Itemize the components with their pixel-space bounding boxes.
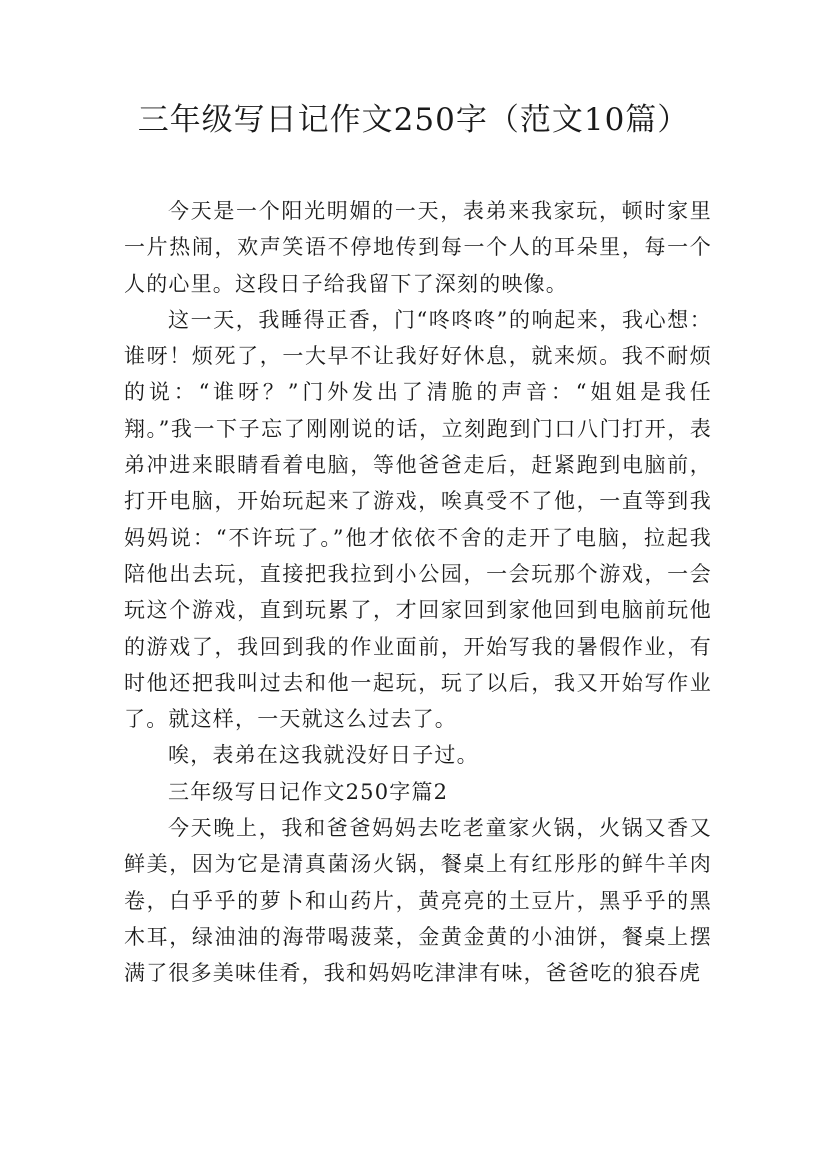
paragraph: 这一天，我睡得正香，门“咚咚咚”的响起来，我心想：谁呀！烦死了，一大早不让我好好休息，就来烦。我不耐烦的说：“谁呀？”门外发出了清脆的声音：“姐姐是我任翔。”我一下子忘了刚刚说的话，立刻跑到门口八门打开，表弟冲进来眼睛看着电脑，等他爸爸走后，赶紧跑到电脑前，打开电脑，开始玩起来了游戏，唉真受不了他，一直等到我妈妈说：“不许玩了。”他才依依不舍的走开了电脑，拉起我陪他出去玩，直接把我拉到小公园，一会玩那个游戏，一会玩这个游戏，直到玩累了，才回家回到家他回到电脑前玩他的游戏了，我回到我的作业面前，开始写我的暑假作业，有时他还把我叫过去和他一起玩，玩了以后，我又开始写作业了。就这样，一天就这么过去了。 <box>124 307 712 732</box>
section-heading: 三年级写日记作文250字篇2 <box>168 779 449 804</box>
document-title: 三年级写日记作文250字（范文10篇） <box>137 102 690 138</box>
paragraph: 今天是一个阳光明媚的一天，表弟来我家玩，顿时家里一片热闹，欢声笑语不停地传到每一个人的耳朵里，每一个人的心里。这段日子给我留下了深刻的映像。 <box>124 199 712 296</box>
paragraph: 今天晚上，我和爸爸妈妈去吃老童家火锅，火锅又香又鲜美，因为它是清真菌汤火锅，餐桌上有红彤彤的鲜牛羊肉卷，白乎乎的萝卜和山药片，黄亮亮的土豆片，黑乎乎的黑木耳，绿油油的海带喝菠菜，金黄金黄的小油饼，餐桌上摆满了很多美味佳肴，我和妈妈吃津津有味，爸爸吃的狼吞虎 <box>124 816 712 986</box>
paragraph: 唉，表弟在这我就没好日子过。 <box>168 743 479 768</box>
document-body <box>124 193 712 992</box>
